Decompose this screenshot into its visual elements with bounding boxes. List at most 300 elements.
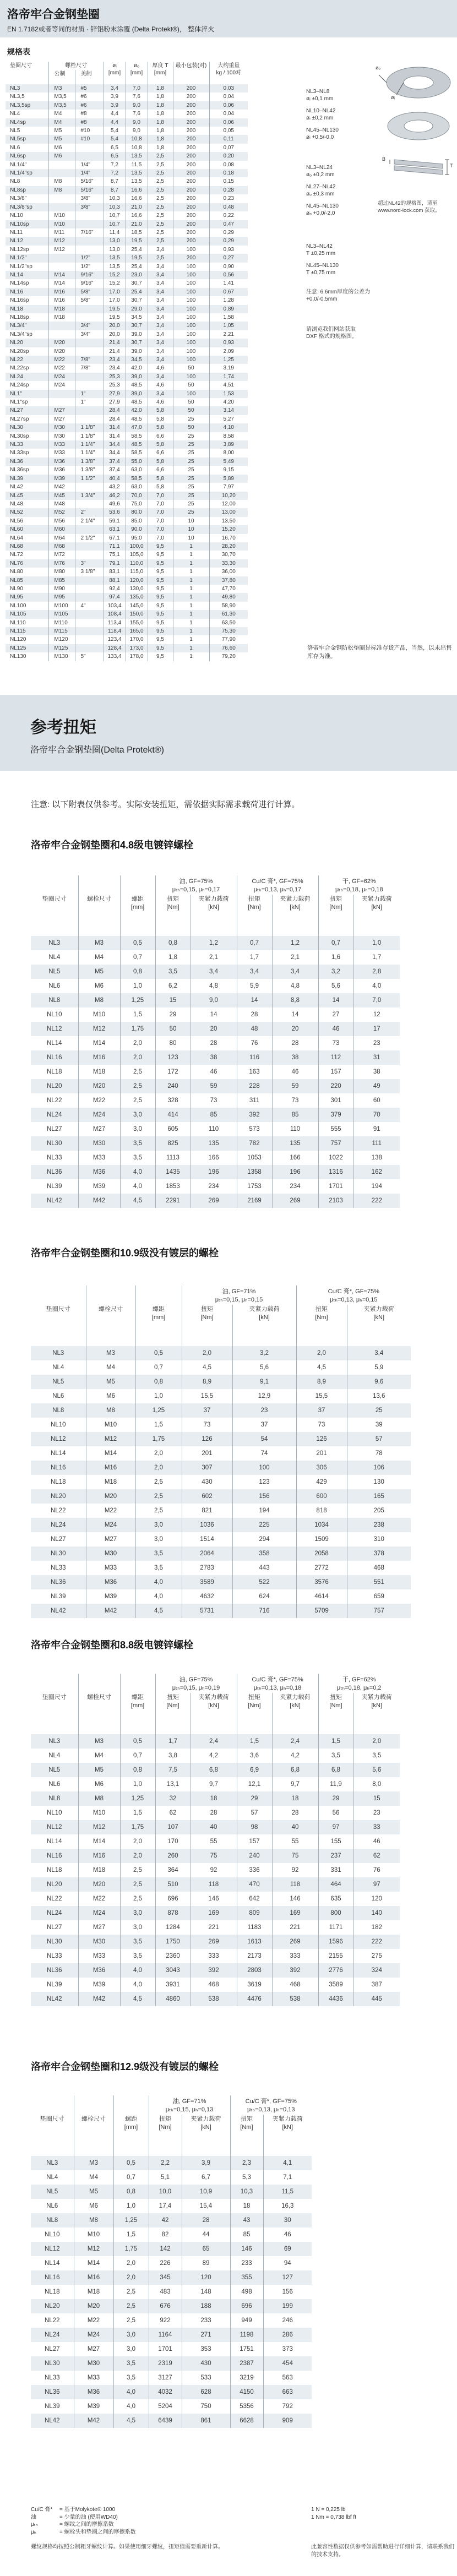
cell: M95 [48, 593, 75, 601]
cell: 310 [347, 1532, 411, 1546]
cell: 1751 [230, 2342, 263, 2356]
cell: 31,4 [104, 432, 126, 440]
cell: 324 [353, 1963, 400, 1978]
cell: 2" [75, 508, 104, 516]
cell: 1 [173, 610, 209, 618]
cell: NL4 [52, 1364, 64, 1371]
table-row [31, 1749, 400, 1763]
table-row [6, 652, 248, 661]
cell: 1/4" [75, 169, 104, 177]
cell: 0,7 [318, 936, 353, 950]
table-row [6, 364, 248, 372]
cell: 3,0 [120, 1906, 155, 1920]
cell: NL6 [52, 1393, 64, 1399]
cell: 38 [191, 1050, 237, 1065]
table-row [6, 127, 248, 135]
table-row [31, 965, 400, 979]
cell: 162 [353, 1165, 400, 1179]
cell: NL52 [10, 509, 23, 516]
cell: 1 [173, 635, 209, 644]
cell: 39,0 [126, 330, 148, 339]
cell: 40 [272, 1820, 318, 1834]
cell: 8,7 [104, 186, 126, 194]
cell: M33 [78, 1151, 120, 1165]
cell: 37,80 [209, 576, 248, 585]
cell: 605 [155, 1122, 191, 1136]
cell: 79,1 [104, 559, 126, 568]
cell [48, 263, 75, 271]
cell: 6,6 [148, 449, 173, 457]
cell: NL1" [10, 390, 22, 397]
cell: M18 [86, 1475, 135, 1489]
cell: M22 [78, 1892, 120, 1906]
torque-section-header [0, 695, 457, 771]
cell: 260 [155, 1849, 191, 1863]
cell: 2319 [149, 2356, 182, 2371]
cell: 13,5 [104, 254, 126, 262]
cell: 3,4 [237, 965, 272, 979]
spec-table [6, 62, 248, 661]
cell: M24 [78, 1906, 120, 1920]
table-row [6, 568, 248, 576]
cell: 69 [263, 2242, 312, 2256]
cell: 1053 [237, 1151, 272, 1165]
cell: 188 [182, 2299, 230, 2313]
cell: NL4 [48, 1752, 61, 1759]
cell: NL3/4" [10, 323, 27, 329]
cell: 18 [272, 1791, 318, 1806]
table-row [6, 542, 248, 551]
cell: 4860 [155, 1992, 191, 2006]
cell: 34,5 [126, 313, 148, 322]
cell: 57 [237, 1806, 272, 1820]
cell: 1,7 [237, 950, 272, 965]
cell: 3,4 [272, 965, 318, 979]
cell: M3 [78, 1734, 120, 1749]
cell: NL20 [51, 1493, 66, 1500]
cell: 57 [347, 1432, 411, 1446]
table-row [6, 211, 248, 220]
cell: 220 [318, 1079, 353, 1093]
cell: 166 [191, 1151, 237, 1165]
column-header: 垫圈尺寸 [42, 1694, 67, 1701]
cell: 659 [347, 1589, 411, 1604]
cell: 15 [155, 993, 191, 1007]
cell: 23,4 [104, 364, 126, 372]
cell: 0,56 [209, 271, 248, 279]
cell: 33,30 [209, 559, 248, 568]
cell [75, 585, 104, 593]
cell: 200 [173, 127, 209, 135]
cell: 3,5 [120, 1136, 155, 1151]
cell: 7,0 [148, 517, 173, 525]
cell: M42 [86, 1604, 135, 1618]
cell: 5,6 [318, 979, 353, 993]
cell: 364 [155, 1863, 191, 1877]
cell: 1,8 [148, 84, 173, 92]
column-header: 夹紧力载荷 [kN] [232, 1305, 296, 1346]
cell: 821 [182, 1504, 232, 1518]
cell: 9,0 [126, 101, 148, 110]
table-row [31, 1935, 400, 1949]
cell: 2,5 [148, 220, 173, 228]
cell: NL39 [47, 1183, 62, 1190]
cell: 3,5 [135, 1561, 182, 1575]
cell: 11,5 [126, 161, 148, 169]
cell: NL1/2" [10, 255, 27, 262]
cell: 28,4 [104, 415, 126, 423]
cell: 307 [182, 1461, 232, 1475]
cell: 46 [272, 1065, 318, 1079]
cell: 1 3/4" [75, 492, 104, 500]
oversize-note[interactable]: 超过NL42的规格图，请至 www.nord-lock.com 获取。 [378, 200, 440, 214]
cell: M22 [48, 364, 75, 372]
cell: M16 [48, 296, 75, 304]
cell: 75,30 [209, 627, 248, 635]
cell: 56 [318, 1806, 353, 1820]
cell: M30 [78, 1136, 120, 1151]
cell: 294 [232, 1532, 296, 1546]
cell: NL5 [46, 2188, 58, 2195]
cell: 7,0 [148, 525, 173, 533]
cell: NL3 [10, 85, 20, 91]
cell: 2,5 [120, 1079, 155, 1093]
cell: M14 [78, 1036, 120, 1050]
cell: M42 [48, 483, 75, 491]
thickness-tolerances [306, 243, 371, 281]
cell: 445 [353, 1992, 400, 2006]
cell: 1 [173, 619, 209, 627]
cell: NL14sp [10, 280, 29, 287]
column-header: 螺距 [mm] [120, 1674, 155, 1734]
cell: 4614 [296, 1589, 347, 1604]
table-row [6, 576, 248, 585]
cell: 555 [318, 1122, 353, 1136]
cell: 17,0 [104, 288, 126, 296]
cell: 127 [263, 2270, 312, 2285]
cell: 1,75 [120, 1820, 155, 1834]
tolerance-value: T ±0,25 mm [306, 250, 336, 257]
cell: 750 [182, 2399, 230, 2414]
column-group-header: 油, GF=75% μₜₕ=0,15, μₕ=0,19 [155, 1674, 237, 1693]
table-row [6, 177, 248, 186]
cell: NL33 [45, 2375, 60, 2381]
cell: NL24 [47, 1910, 62, 1916]
cell: M20 [86, 1489, 135, 1504]
cell: 538 [272, 1992, 318, 2006]
cell: 48,5 [126, 415, 148, 423]
cell: 1022 [318, 1151, 353, 1165]
cell: NL14 [47, 1838, 62, 1845]
cell: 92 [191, 1863, 237, 1877]
cell: NL4sp [10, 119, 26, 126]
cell: 336 [237, 1863, 272, 1877]
cell: 9,5 [148, 610, 173, 618]
cell: 5,8 [148, 458, 173, 466]
cell: NL6sp [10, 153, 26, 160]
cell: NL3 [48, 940, 61, 946]
cell: 23,4 [104, 356, 126, 364]
washer-cross-section-diagram [378, 151, 457, 192]
cell: 3,4 [148, 330, 173, 339]
cell: NL8sp [10, 187, 26, 193]
cell [48, 194, 75, 203]
cell: M36 [74, 2385, 113, 2399]
column-header: 扭矩 [Nm] [237, 895, 272, 936]
website-note[interactable]: 请浏览我们网站获取 DXF 格式的规格图。 [306, 326, 357, 340]
torque-table-grade-10-9 [31, 1286, 411, 1618]
cell: 16,3 [263, 2199, 312, 2213]
cell: M12 [78, 1820, 120, 1834]
cell: 0,15 [209, 177, 248, 186]
cell: 11,5 [263, 2185, 312, 2199]
cell: 1198 [230, 2328, 263, 2342]
cell: M5 [78, 1763, 120, 1777]
cell: 4,0 [353, 979, 400, 993]
cell: M8 [74, 2213, 113, 2228]
thickness-dim-label: T [450, 163, 453, 168]
cell: 3127 [149, 2371, 182, 2385]
table-row [6, 161, 248, 169]
cell: 3,4 [148, 263, 173, 271]
cell: 1 [173, 551, 209, 559]
cell: 2,2 [149, 2156, 182, 2170]
cell: 111 [353, 1136, 400, 1151]
cell: M36 [86, 1575, 135, 1589]
cell: NL42 [51, 1608, 66, 1614]
cell: 76,60 [209, 644, 248, 652]
cell: NL130 [10, 653, 26, 660]
thickness-tolerance-note: 注意: 6.6mm厚度的公差为 +0,0/-0,5mm [306, 289, 371, 302]
cell: NL22 [10, 357, 23, 363]
torque-table-grade-4-8 [31, 875, 400, 1208]
cell: 9,5 [148, 602, 173, 610]
cell: 53,6 [104, 508, 126, 516]
cell: 3931 [155, 1978, 191, 1992]
cell: 1034 [296, 1518, 347, 1532]
cell: M14 [74, 2256, 113, 2270]
cross-section-icon [378, 151, 455, 189]
cell: 4,5 [296, 1360, 347, 1375]
cell: 328 [155, 1093, 191, 1108]
table-row [31, 1849, 400, 1863]
cell: 600 [296, 1489, 347, 1504]
spec-table-grid [6, 62, 248, 661]
cell: 1,5 [120, 1806, 155, 1820]
footnote-line [31, 2529, 262, 2536]
table-row [31, 1093, 400, 1108]
cell: 4,0 [135, 1589, 182, 1604]
cell: NL5 [52, 1379, 64, 1385]
cell: 454 [263, 2356, 312, 2371]
cell: 0,8 [135, 1375, 182, 1389]
table-row [31, 1834, 400, 1849]
cell: 10,9 [182, 2185, 230, 2199]
cell: 9,5 [148, 559, 173, 568]
cell: 34,5 [126, 356, 148, 364]
cell: 240 [155, 1079, 191, 1093]
cell: NL22 [45, 2317, 60, 2324]
cell: 2,5 [148, 194, 173, 203]
cell: 100 [173, 246, 209, 254]
cell: M4 [78, 950, 120, 965]
cell: M72 [48, 551, 75, 559]
column-header: øₒ [mm] [126, 62, 148, 84]
cell: 55 [191, 1834, 237, 1849]
cell: 27,9 [104, 390, 126, 398]
cell: NL24sp [10, 382, 29, 389]
cell: 0,29 [209, 237, 248, 245]
cell: 3,4 [347, 1346, 411, 1360]
cell: 3043 [155, 1963, 191, 1978]
torque-table-grade-4-8-grid [31, 875, 400, 1208]
cell: 0,5 [120, 936, 155, 950]
cell: 29 [318, 1791, 353, 1806]
cell: 10,3 [230, 2185, 263, 2199]
cell: NL12sp [10, 246, 29, 253]
cell: NL6 [10, 144, 20, 151]
cell: 301 [318, 1093, 353, 1108]
cell: 15 [353, 1791, 400, 1806]
cell: 468 [191, 1978, 237, 1992]
column-header: 夹紧力载荷 [kN] [191, 895, 237, 936]
cell: 392 [191, 1963, 237, 1978]
cell: 1,28 [209, 296, 248, 304]
cell: 126 [182, 1432, 232, 1446]
cell: 1,75 [113, 2242, 149, 2256]
cell: 100 [173, 279, 209, 287]
cell: 47,70 [209, 585, 248, 593]
cell: 25 [173, 458, 209, 466]
table-row [31, 2414, 312, 2428]
cell: 8,0 [353, 1777, 400, 1791]
cell: 100 [173, 322, 209, 330]
cell: 11,9 [318, 1777, 353, 1791]
table-row [6, 110, 248, 118]
cell: 25 [173, 449, 209, 457]
column-group-header: Cu/C 膏*, GF=75% μₜₕ=0,13, μₕ=0,15 [296, 1286, 411, 1305]
table-row [31, 1194, 400, 1208]
table-row [31, 1475, 411, 1489]
cell: NL12 [10, 238, 23, 244]
column-header: 夹紧力载荷 [kN] [263, 2115, 312, 2156]
page-subtitle: EN 1.7182或者等同的材质 · 锌铝粉末涂覆 (Delta Protekt®)， 整体淬火 [7, 25, 215, 33]
cell: M27 [48, 415, 75, 423]
column-header: 扭矩 [Nm] [155, 1693, 191, 1734]
cell: 107 [155, 1820, 191, 1834]
cell: 5/16" [75, 186, 104, 194]
table-row [6, 330, 248, 339]
cell: 6439 [149, 2414, 182, 2428]
table-row [31, 979, 400, 993]
cell: NL36 [45, 2389, 60, 2395]
cell: 5,9 [347, 1360, 411, 1375]
table-row [31, 2270, 312, 2285]
table-row [31, 1346, 411, 1360]
cell: NL11 [10, 229, 23, 236]
cell: 1,8 [148, 144, 173, 152]
cell: 25 [173, 432, 209, 440]
cell: 5731 [182, 1604, 232, 1618]
cell: 1435 [155, 1165, 191, 1179]
cell: 85 [191, 1108, 237, 1122]
cell: 7/8" [75, 356, 104, 364]
cell: 2,5 [113, 2313, 149, 2328]
cell: 1" [75, 398, 104, 406]
cell: 240 [237, 1849, 272, 1863]
cell: 5,1 [149, 2170, 182, 2185]
cell: 0,29 [209, 228, 248, 237]
table-row [6, 500, 248, 508]
footnote-term: μₕ [31, 2529, 36, 2535]
column-header: 大约重量 kg / 100对 [209, 62, 248, 84]
cell: 42,0 [126, 406, 148, 415]
cell: NL10sp [10, 221, 29, 227]
cell: 98 [237, 1820, 272, 1834]
cell: 1 [173, 593, 209, 601]
cell: 1 1/4" [75, 440, 104, 449]
cell: 120,0 [126, 576, 148, 585]
cell [48, 322, 75, 330]
cell: 100 [173, 330, 209, 339]
cell: 13,50 [209, 517, 248, 525]
cell: 4,6 [148, 364, 173, 372]
cell: 922 [149, 2313, 182, 2328]
cell: 3,4 [148, 373, 173, 381]
cell: 1,8 [148, 101, 173, 110]
cell: 78 [347, 1446, 411, 1461]
cell [75, 551, 104, 559]
cell [75, 483, 104, 491]
cell: 3,5 [353, 1749, 400, 1763]
cell: M18 [74, 2285, 113, 2299]
cell: 25,4 [126, 246, 148, 254]
table-row [6, 246, 248, 254]
cell: M10 [74, 2228, 113, 2242]
cell: M39 [48, 475, 75, 483]
cell: M18 [78, 1863, 120, 1877]
cell: 46 [263, 2228, 312, 2242]
cell: 635 [318, 1892, 353, 1906]
cell: NL16sp [10, 297, 29, 304]
cell: M6 [86, 1389, 135, 1403]
table-row [6, 322, 248, 330]
cell: 3,4 [148, 347, 173, 356]
cell: 1,5 [237, 1734, 272, 1749]
cell: 4,5 [182, 1360, 232, 1375]
cell: 105,0 [126, 551, 148, 559]
cell: 3,0 [113, 2342, 149, 2356]
cell: 100 [173, 263, 209, 271]
cell: 200 [173, 186, 209, 194]
cell: 1,25 [113, 2213, 149, 2228]
cell: 2169 [237, 1194, 272, 1208]
cell: 392 [237, 1108, 272, 1122]
cell: NL10 [47, 1810, 62, 1816]
cell: 9,5 [148, 644, 173, 652]
table-row [31, 1575, 411, 1589]
cell: NL105 [10, 611, 26, 618]
cell: NL12 [45, 2246, 60, 2252]
cell: 9,15 [209, 466, 248, 474]
cell: 16,6 [126, 194, 148, 203]
cell: 3,5 [155, 965, 191, 979]
cell: 2,0 [353, 1734, 400, 1749]
cell: 16,6 [126, 211, 148, 220]
footnote-desc: = 基于Molykote® 1000 [59, 2507, 116, 2513]
cell: 4,10 [209, 423, 248, 432]
cell: 0,03 [209, 84, 248, 92]
